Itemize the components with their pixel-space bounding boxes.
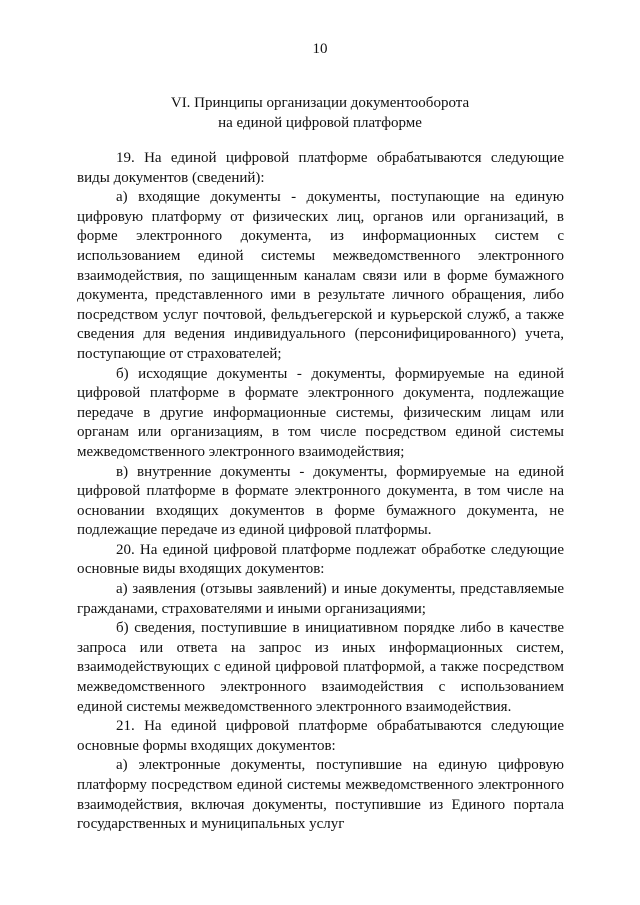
paragraph-20-a: а) заявления (отзывы заявлений) и иные документы, представляемые гражданами, страхователями и иными организациями; (77, 581, 564, 617)
paragraph-19: 19. На единой цифровой платформе обрабатываются следующие виды документов (сведений): (77, 150, 564, 186)
paragraph-19-a: а) входящие документы - документы, поступающие на единую цифровую платформу от физических лиц, органов или организаций, в форме электронного документа, из информационных систем с использованием единой системы межведомственного электронного взаимодействия, по защищенным каналам связи или в форме бумажного документа, представленного ими в результате личного обращения, либо посредством услуг почтовой, фельдъегерской и курьерской служб, а также сведения для ведения индивидуального (персонифицированного) учета, поступающие от страхователей; (77, 189, 564, 362)
paragraph-21-a: а) электронные документы, поступившие на единую цифровую платформу посредством единой системы межведомственного электронного взаимодействия, включая документы, поступившие из Единого портала государственных и муниципальных услуг (77, 757, 564, 833)
paragraph-20-b: б) сведения, поступившие в инициативном порядке либо в качестве запроса или ответа на запрос из иных информационных систем, взаимодействующих с единой цифровой платформой, а также посредством межведомственного электронного взаимодействия с использованием единой системы межведомственного электронного взаимодействия. (77, 620, 564, 715)
paragraph-20: 20. На единой цифровой платформе подлежат обработке следующие основные виды входящих документов: (77, 541, 564, 578)
paragraph-19-b: б) исходящие документы - документы, формируемые на единой цифровой платформе в формате электронного документа, подлежащие передаче в другие информационные системы, физическим лицам или органам или организациям, в том числе посредством единой системы межведомственного электронного взаимодействия; (77, 365, 564, 460)
section-heading (60, 94, 580, 133)
section-heading-line-2: на единой цифровой платформе (218, 114, 422, 131)
paragraph-19-c: в) внутренние документы - документы, формируемые на единой цифровой платформе в формате электронного документа, в том числе на основании входящих документов в форме бумажного документа, не подлежащие передаче из единой цифровой платформы. (77, 463, 564, 539)
page-number: 10 (312, 41, 328, 57)
section-heading-line-1: VI. Принципы организации документооборота (170, 95, 470, 111)
paragraph-21: 21. На единой цифровой платформе обрабатываются следующие основные формы входящих документов: (77, 718, 564, 754)
document-body (77, 149, 564, 835)
